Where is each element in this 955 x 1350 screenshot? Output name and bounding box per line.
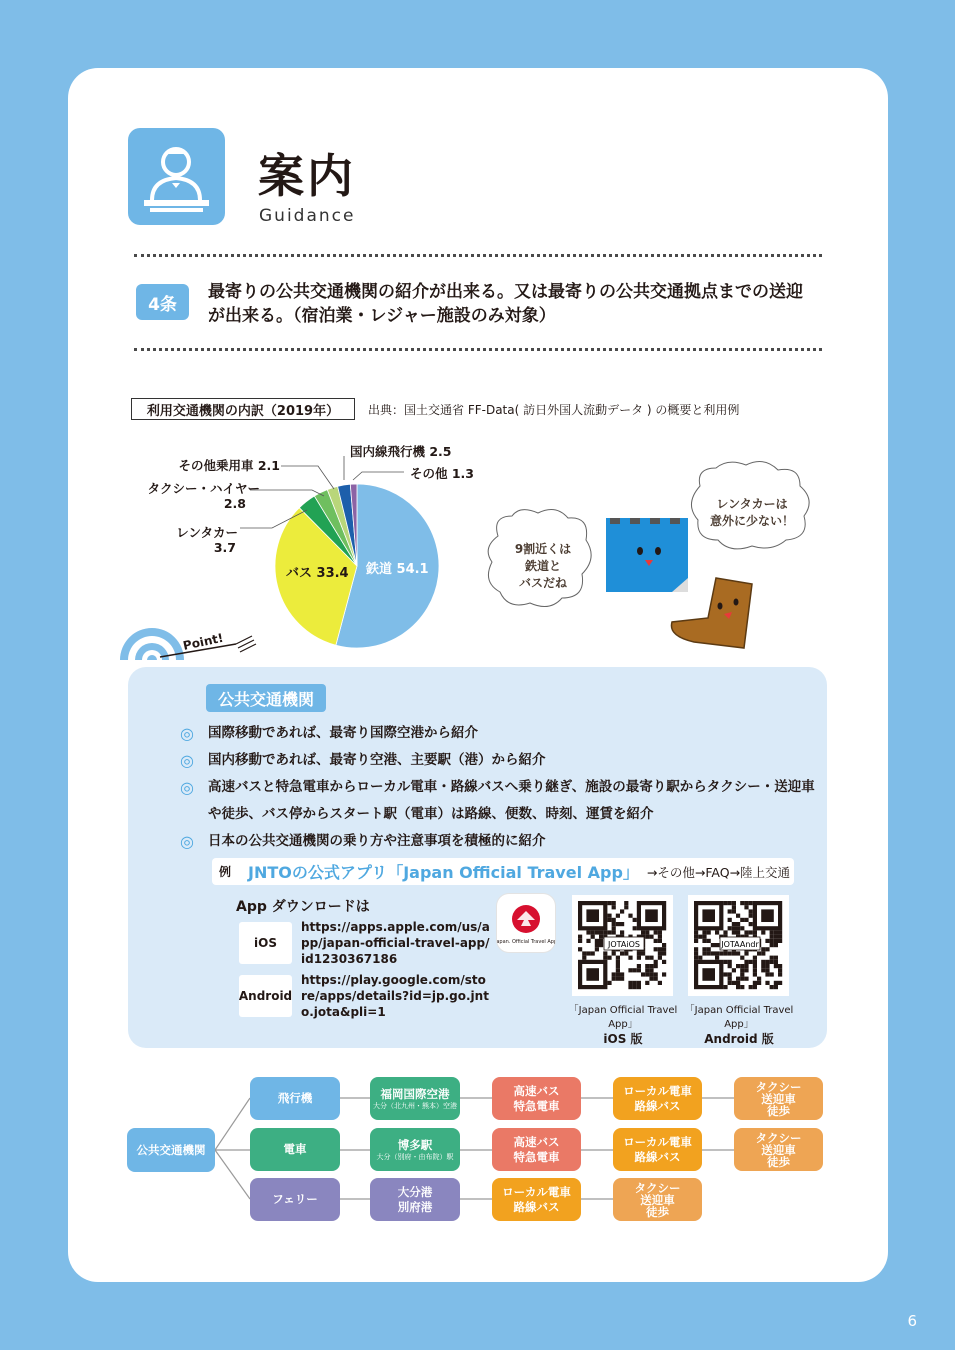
leader-line <box>250 490 324 496</box>
flow-root: 公共交通機関 <box>127 1128 215 1172</box>
point-badge: Point! <box>181 630 225 653</box>
label-taxi: タクシー・ハイヤー <box>147 481 260 496</box>
qr-label: JOTAiOS <box>608 940 640 949</box>
ios-url[interactable]: https://apps.apple.com/us/app/japan-official-travel-app/id1230367186 <box>301 920 490 966</box>
flow-step-last-mile: タクシー 送迎車 徒歩 <box>613 1178 702 1221</box>
flow-step-last-mile: タクシー 送迎車 徒歩 <box>734 1077 823 1120</box>
flow-hub-airport: 福岡国際空港 大分（北九州・熊本）空港 <box>370 1077 460 1120</box>
bullet-item: ◎ 日本の公共交通機関の乗り方や注意事項を積極的に紹介 <box>180 828 820 855</box>
label-taxi-value: 2.8 <box>223 496 246 511</box>
label-other: その他 1.3 <box>410 466 474 481</box>
example-label: 例 <box>218 865 231 879</box>
ios-qr-caption: 「Japan Official Travel App」 iOS 版 <box>568 1005 678 1046</box>
pie-chart <box>0 0 955 660</box>
bubble-left-text: 9割近くは 鉄道と バスだね <box>514 542 572 590</box>
app-icon[interactable] <box>497 894 555 952</box>
android-qr-caption: 「Japan Official Travel App」 Android 版 <box>684 1005 794 1046</box>
label-other-car: その他乗用車 2.1 <box>178 458 280 473</box>
bullet-item: ◎ 国際移動であれば、最寄り国際空港から紹介 <box>180 720 820 747</box>
flow-step-express: 高速バス 特急電車 <box>492 1128 581 1171</box>
flow-step-express: 高速バス 特急電車 <box>492 1077 581 1120</box>
bubble-right-text: レンタカーは 意外に少ない！ <box>709 497 794 528</box>
leader-line <box>281 466 334 489</box>
example-app-name[interactable]: JNTOの公式アプリ「Japan Official Travel App」 <box>248 863 639 882</box>
app-icon-text: Japan. Official Travel App <box>497 939 555 945</box>
flow-mode-ferry: フェリー <box>250 1178 340 1221</box>
page-title: 案内 <box>258 149 356 203</box>
label-rental-value: 3.7 <box>213 540 236 555</box>
chart-source: 出典：国土交通省 FF-Data( 訪日外国人流動データ ) の概要と利用例 <box>368 403 740 417</box>
label-rental: レンタカー <box>176 525 238 540</box>
flow-hub-port: 大分港 別府港 <box>370 1178 460 1221</box>
flow-step-last-mile: タクシー 送迎車 徒歩 <box>734 1128 823 1171</box>
bullet-item: ◎ 国内移動であれば、最寄り空港、主要駅（港）から紹介 <box>180 747 820 774</box>
ios-tag: iOS <box>239 922 292 964</box>
article-number-badge: 4条 <box>136 284 189 320</box>
leader-line <box>353 472 404 480</box>
flow-step-local: ローカル電車 路線バス <box>492 1178 581 1221</box>
flow-step-local: ローカル電車 路線バス <box>613 1077 702 1120</box>
double-circle-icon: ◎ <box>180 778 194 797</box>
android-url[interactable]: https://play.google.com/store/apps/details?id=jp.go.jnto.jota&pli=1 <box>301 973 489 1019</box>
point-bullets <box>180 720 820 855</box>
flow-mode-train: 電車 <box>250 1128 340 1171</box>
bullet-item: ◎ 高速バスと特急電車からローカル電車・路線バスへ乗り継ぎ、施設の最寄り駅からタクシー・送迎車や徒歩、バス停からスタート駅（電車）は路線、便数、時刻、運賃を紹介 <box>180 774 820 828</box>
page-subtitle: Guidance <box>259 206 356 226</box>
flow-mode-plane: 飛行機 <box>250 1077 340 1120</box>
double-circle-icon: ◎ <box>180 832 194 851</box>
download-title: App ダウンロードは <box>236 899 370 915</box>
label-domestic-flight: 国内線飛行機 2.5 <box>350 444 452 459</box>
android-qr-code[interactable] <box>688 895 789 996</box>
double-circle-icon: ◎ <box>180 751 194 770</box>
qr-label: JOTAAndr <box>721 940 759 949</box>
example-row <box>212 858 794 885</box>
noren-curtain-character <box>606 518 688 592</box>
label-rail: 鉄道 54.1 <box>366 562 429 577</box>
page-number: 6 <box>907 1312 917 1330</box>
example-path: →その他→FAQ→陸上交通 <box>646 864 791 880</box>
flow-step-local: ローカル電車 路線バス <box>613 1128 702 1171</box>
point-heading: 公共交通機関 <box>206 684 326 712</box>
flow-hub-station: 博多駅 大分（別府・由布院）駅 <box>370 1128 460 1171</box>
label-bus: バス 33.4 <box>286 566 349 581</box>
double-circle-icon: ◎ <box>180 724 194 743</box>
article-text: 最寄りの公共交通機関の紹介が出来る。又は最寄りの公共交通拠点までの送迎が出来る。（宿泊業・レジャー施設のみ対象） <box>208 282 803 326</box>
ios-qr-code[interactable] <box>572 895 673 996</box>
chart-title: 利用交通機関の内訳（2019年） <box>131 398 355 420</box>
android-tag: Android <box>239 975 292 1017</box>
